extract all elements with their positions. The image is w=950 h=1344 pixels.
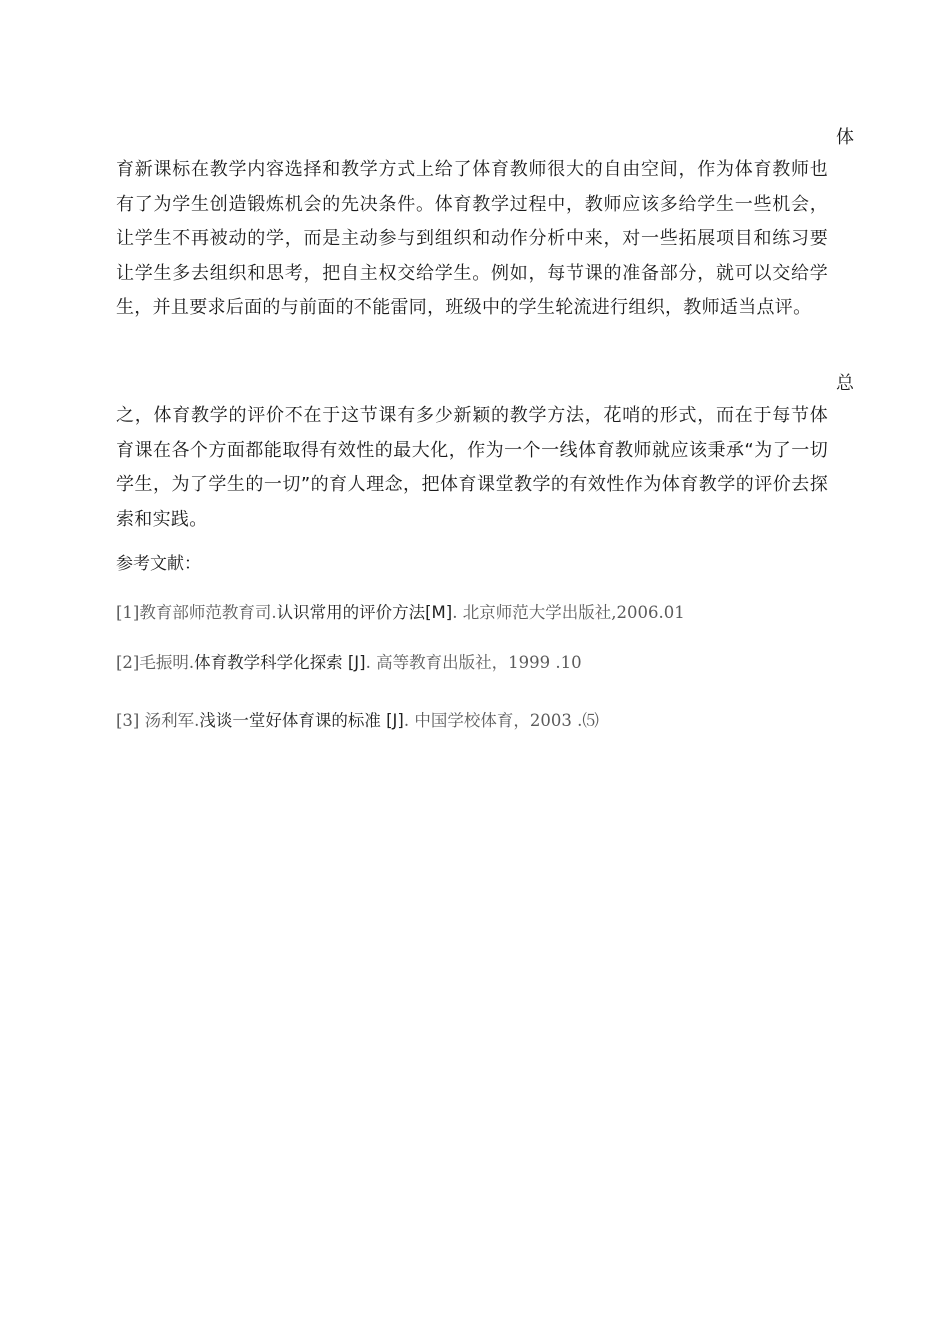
reference-title: 认识常用的评价方法	[276, 603, 426, 622]
reference-title: 体育教学科学化探索	[194, 653, 343, 672]
section2-paragraph: 之，体育教学的评价不在于这节课有多少新颖的教学方法，花哨的形式，而在于每节体育课在各个方面都能取得有效性的最大化，作为一个一线体育教师就应该秉承“为了一切学生，为了学生的一切”的育人理念，把体育课堂教学的有效性作为体育教学的评价去探索和实践。	[116, 405, 828, 530]
reference-item-1	[116, 601, 685, 625]
reference-prefix: [2]毛振明.	[116, 653, 195, 672]
references-heading: 参考文献：	[116, 554, 201, 574]
reference-type-tag: [J]	[342, 653, 366, 672]
reference-prefix: [1]教育部师范教育司.	[116, 603, 277, 622]
reference-title: 浅谈一堂好体育课的标准	[199, 711, 381, 730]
section1-lead-char: 体	[836, 127, 854, 148]
section1-paragraph: 育新课标在教学内容选择和教学方式上给了体育教师很大的自由空间，作为体育教师也有了为学生创造锻炼机会的先决条件。体育教学过程中，教师应该多给学生一些机会，让学生不再被动的学，而是主动参与到组织和动作分析中来，对一些拓展项目和练习要让学生多去组织和思考，把自主权交给学生。例如，每节课的准备部分，就可以交给学生，并且要求后面的与前面的不能雷同，班级中的学生轮流进行组织，教师适当点评。	[116, 159, 828, 318]
section2-lead-char: 总	[836, 373, 854, 394]
reference-type-tag: [J]	[380, 711, 404, 730]
reference-publisher: . 北京师范大学出版社,2006.01	[452, 603, 685, 622]
reference-item-2	[116, 651, 582, 675]
reference-prefix: [3] 汤利军.	[116, 711, 200, 730]
reference-item-3	[116, 709, 599, 733]
reference-publisher: . 中国学校体育，2003 .⑸	[403, 711, 599, 730]
reference-type-tag: [M]	[425, 603, 453, 622]
reference-publisher: . 高等教育出版社，1999 .10	[365, 653, 582, 672]
